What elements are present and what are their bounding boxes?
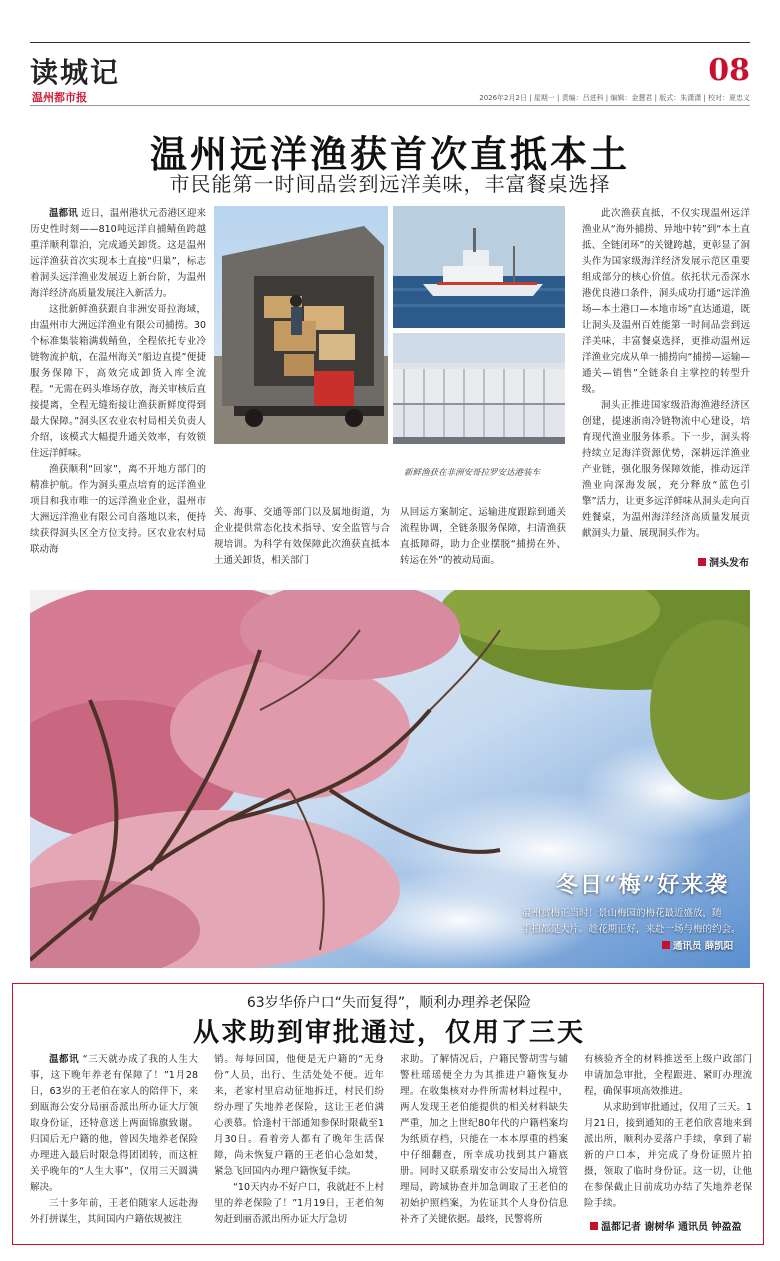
box-paragraph-5: 从求助到审批通过，仅用了三天。1月21日，接到通知的王老伯欣喜地来到派出所，顺利办妥落户手续，拿到了崭新的户口本，并完成了身份证照片拍摄，领取了临时身份证。这一切，让他在参保截止日前成功办结了失地养老保险手续。 bbox=[584, 1102, 752, 1209]
lead-subhead: 市民能第一时间品尝到远洋美味，丰富餐桌选择 bbox=[169, 172, 611, 196]
edition-meta: 2026年2月2日 | 星期一 | 责编：吕进科 | 编辑：金慧君 | 版式：朱潇潇 | 校对：夏忠义 bbox=[479, 94, 750, 102]
lead-paragraph-2: 这批新鲜渔获跟自非洲安哥拉海域，由温州市大洲远洋渔业有限公司捕捞。30个标准集装箱满载鲭鱼，全程依托专业冷链物流护航，在温州海关“船边直提”便捷服务保障下，高效完成卸货入库全流程。“无需在码头堆场存放，海关审核后直接提离，全程无缝衔接让渔获新鲜度得到最大保障。”洞头区农业农村局相关负责人介绍，该模式大幅提升通关效率，有效锁住远洋鲜味。 bbox=[30, 304, 206, 459]
box-paragraph-2: 三十多年前，王老伯随家人远赴海外打拼谋生，其间国内户籍依规被注 bbox=[30, 1198, 198, 1225]
box-column-1 bbox=[30, 1052, 198, 1228]
lead-column-2 bbox=[214, 505, 390, 575]
box-paragraph-1: “三天就办成了我的人生大事，这下晚年养老有保障了！”1月28日，63岁的王老伯在家人的陪伴下，来到瓯海公安分局丽岙派出所办证大厅领取身份证，还特意送上两面锦旗致谢。归国后无户籍的他，曾因失地养老保险办理进入最后时限急得团团转，而这桩关乎晚年的“人生大事”，仅用三天圆满解决。 bbox=[30, 1054, 198, 1193]
lead-column-3 bbox=[400, 505, 566, 575]
lead-paragraph-5: 洞头正推进国家级沿海渔港经济区创建，提速浙南冷链物流中心建设，培育现代渔业服务体系。下一步，洞头将持续立足海洋资源优势，深耕远洋渔业产业链，强化服务保障效能，推动远洋渔业向深海发展，充分释放“蓝色引擎”活力，让更多远洋鲜味从洞头走向百姓餐桌，为温州海洋经济高质量发展贡献洞头力量、展现洞头作为。 bbox=[582, 400, 750, 539]
lead-signature: 洞头发布 bbox=[698, 554, 749, 569]
photo-fishing-vessel bbox=[393, 206, 565, 328]
box-column-4 bbox=[584, 1052, 752, 1212]
photo-containers bbox=[393, 333, 565, 444]
box-column-3 bbox=[400, 1052, 568, 1228]
lead-column-1 bbox=[30, 206, 206, 574]
lead-column-3-text: 从回运方案制定、运输进度跟踪到通关流程协调，全链条服务保障，扫清渔获直抵障碍，助力企业摆脱“捕捞在外、转运在外”的被动局面。 bbox=[400, 507, 566, 566]
lead-headline: 温州远洋渔获首次直抵本土 bbox=[150, 132, 630, 176]
box-paragraph-3: “10天内办不好户口，我就赶不上村里的养老保险了！”1月19日，王老伯匆匆赶到丽岙派出所办证大厅急切 bbox=[214, 1182, 384, 1225]
lead-dateline: 温都讯 bbox=[49, 208, 78, 219]
box-signature: 温都记者 谢树华 通讯员 钟盈盈 bbox=[590, 1218, 741, 1233]
lead-paragraph-1: 近日，温州港状元岙港区迎来历史性时刻——810吨远洋自捕鲭鱼跨越重洋顺利靠泊，完成通关卸货。这是温州远洋渔获首次实现本土直接“归巢”，标志着洞头远洋渔业发展迈上新台阶，为温州海洋经济高质量发展注入新活力。 bbox=[30, 208, 206, 299]
box-paragraph-4: 有核验齐全的材料推送至上级户政部门申请加急审批，全程跟进、紧盯办理流程，确保事项高效推进。 bbox=[584, 1054, 752, 1097]
lead-column-4 bbox=[582, 206, 750, 550]
box-column-2-text: 销。每每回国，他便是无户籍的“无身份”人员，出行、生活处处不便。近年来，老家村里启动征地拆迁，村民们纷纷办理了失地养老保险，这让王老伯满心羡慕。恰逢村干部通知参保时限截至1月30日。看着旁人都有了晚年生活保障，尚未恢复户籍的王老伯心急如焚，紧急飞回国内办理户籍恢复手续。 bbox=[214, 1054, 384, 1177]
box-kicker: 63岁华侨户口“失而复得”，顺利办理养老保险 bbox=[246, 995, 532, 1011]
box-column-2 bbox=[214, 1052, 384, 1228]
page-number: 08 bbox=[708, 53, 750, 88]
box-dateline: 温都讯 bbox=[49, 1054, 80, 1065]
lead-column-2-text: 关、海事、交通等部门以及属地街道，为企业提供常态化技术指导、安全监管与合规培训。为科学有效保障此次渔获直抵本土通关卸货，相关部门 bbox=[214, 507, 390, 566]
box-headline: 从求助到审批通过，仅用了三天 bbox=[192, 1018, 585, 1048]
section-title: 读城记 bbox=[30, 56, 121, 89]
lead-paragraph-4: 此次渔获直抵，不仅实现温州远洋渔业从“海外捕捞、异地中转”到“本土直抵、全链闭环”的关键跨越，更彰显了洞头作为国家级海洋经济发展示范区重要组成部分的核心价值。依托状元岙深水港优良港口条件，洞头成功打通“远洋渔场—本土港口—本地市场”直达通道，既让洞头及温州百姓能第一时间品尝到远洋美味，丰富餐桌选择，更推动温州远洋渔业完成从单一捕捞向“捕捞—运输—通关—销售”全链条自主掌控的转型升级。 bbox=[582, 208, 750, 395]
box-column-3-text: 求助。了解情况后，户籍民警胡雪与辅警杜瑶瑶便全力为其推进户籍恢复办理。在收集核对办件所需材料过程中，两人发现王老伯能提供的相关材料缺失严重，加之上世纪80年代的户籍档案均为纸质存档，只能在一本本厚重的档案中仔细翻查，所幸成功找到其户籍底册。同时又联系瑞安市公安局出入境管理局，跨域协查并加急调取了王老伯的初始护照档案，为佐证其个人身份信息补齐了关键依据。最终，民警将所 bbox=[400, 1054, 568, 1225]
plum-photo-credit: 通讯员 薛凯阳 bbox=[662, 938, 733, 952]
masthead-rule bbox=[30, 105, 750, 106]
masthead bbox=[30, 42, 750, 104]
plum-photo-caption: 温州赏梅正当时！景山梅园的梅花最近盛放，随 手拍都是大片。趁花期正好，来赴一场与梅的约会。 bbox=[522, 908, 741, 935]
lead-paragraph-3: 渔获顺利“回家”，离不开地方部门的精准护航。作为洞头重点培育的远洋渔业项目和我市唯一的远洋渔业企业，温州市大洲远洋渔业有限公司自落地以来，便持续获得洞头区全方位支持。区农业农村局联动海 bbox=[30, 464, 206, 555]
plum-photo-title: 冬日“梅”好来袭 bbox=[556, 872, 730, 898]
photo-truck-loading bbox=[214, 206, 388, 444]
paper-name: 温州都市报 bbox=[32, 91, 87, 104]
lead-photo-caption: 新鲜渔获在非洲安哥拉罗安达港装车 bbox=[404, 468, 541, 478]
